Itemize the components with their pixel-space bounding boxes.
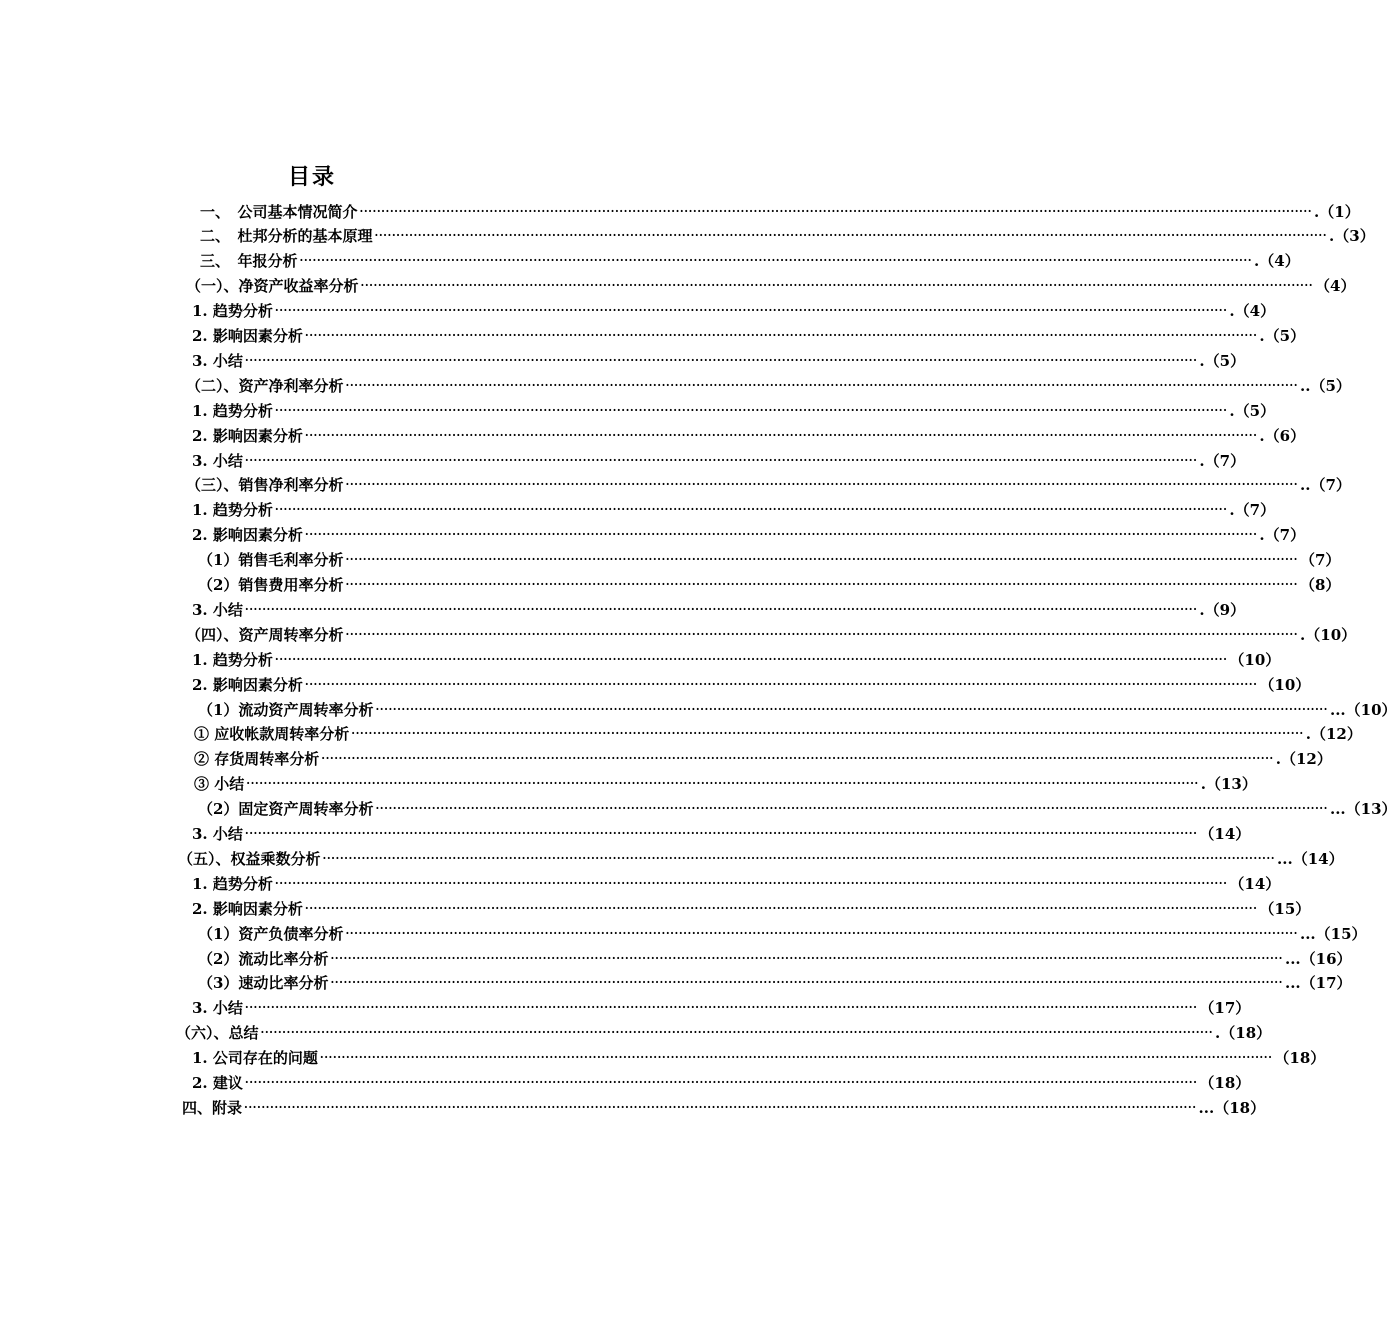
toc-entry-label: 四、附录 xyxy=(182,1098,243,1117)
toc-entry-label: 1. 趋势分析 xyxy=(192,302,273,321)
toc-entry[interactable] xyxy=(198,922,1367,944)
toc-entry[interactable] xyxy=(198,574,1341,596)
toc-entry[interactable] xyxy=(186,623,1357,645)
toc-entry-page: .（5） xyxy=(1259,327,1306,345)
toc-entry[interactable] xyxy=(200,200,1360,222)
toc-entry[interactable] xyxy=(192,300,1276,322)
toc-leader-dots: ···························································································································································································································· xyxy=(360,279,1314,293)
toc-entry-label: 二、 杜邦分析的基本原理 xyxy=(200,227,373,246)
toc-entry-page: ...（18） xyxy=(1198,1098,1266,1117)
toc-entry-label: ① 应收帐款周转率分析 xyxy=(194,725,350,744)
toc-entry-label: 3. 小结 xyxy=(192,451,243,470)
toc-entry[interactable] xyxy=(186,275,1356,297)
toc-entry-label: 一、 公司基本情况简介 xyxy=(200,202,358,221)
toc-entry[interactable] xyxy=(192,897,1311,919)
toc-leader-dots: ···························································································································································································································· xyxy=(359,204,1313,218)
toc-leader-dots: ···························································································································································································································· xyxy=(345,578,1298,591)
toc-leader-dots: ···························································································································································································································· xyxy=(345,553,1298,567)
toc-entry[interactable] xyxy=(192,648,1281,670)
toc-entry-label: 1. 趋势分析 xyxy=(192,501,273,520)
toc-entry[interactable] xyxy=(192,997,1251,1019)
toc-leader-dots: ···························································································································································································································· xyxy=(274,403,1228,417)
toc-leader-dots: ···························································································································································································································· xyxy=(244,827,1198,840)
toc-entry-label: 三、 年报分析 xyxy=(200,252,298,271)
toc-entry-label: （1）流动资产周转率分析 xyxy=(198,700,374,719)
toc-leader-dots: ···························································································································································································································· xyxy=(260,1026,1214,1040)
toc-entry[interactable] xyxy=(200,225,1375,247)
toc-leader-dots: ···························································································································································································································· xyxy=(304,428,1258,442)
toc-entry-label: ③ 小结 xyxy=(194,775,245,794)
toc-leader-dots: ···························································································································································································································· xyxy=(304,528,1258,542)
toc-leader-dots: ···························································································································································································································· xyxy=(304,677,1258,691)
toc-entry-label: （1）销售毛利率分析 xyxy=(198,551,344,570)
toc-entry[interactable] xyxy=(192,823,1251,845)
toc-entry-page: （14） xyxy=(1229,874,1281,893)
toc-entry-page: .（10） xyxy=(1300,625,1357,644)
toc-entry-label: 2. 影响因素分析 xyxy=(192,899,303,918)
toc-entry[interactable] xyxy=(194,723,1362,745)
toc-entry-page: .（3） xyxy=(1329,227,1375,246)
toc-leader-dots: ···························································································································································································································· xyxy=(345,378,1299,392)
toc-entry-label: （2）固定资产周转率分析 xyxy=(198,800,374,819)
toc-entry-page: （17） xyxy=(1199,999,1251,1018)
toc-entry[interactable] xyxy=(198,798,1397,820)
toc-entry-page: .（4） xyxy=(1254,252,1300,271)
toc-leader-dots: ···························································································································································································································· xyxy=(274,876,1228,890)
toc-entry-label: （五）、权益乘数分析 xyxy=(178,849,321,868)
page-title: 目录 xyxy=(288,165,337,190)
toc-leader-dots: ···························································································································································································································· xyxy=(322,851,1276,865)
toc-entry-page: （14） xyxy=(1199,825,1251,843)
toc-leader-dots: ···························································································································································································································· xyxy=(246,777,1199,791)
toc-entry[interactable] xyxy=(192,399,1276,421)
toc-entry-page: ...（10） xyxy=(1329,700,1397,719)
toc-entry-label: 2. 影响因素分析 xyxy=(192,526,303,545)
toc-entry-label: 2. 影响因素分析 xyxy=(192,426,303,445)
toc-entry-page: .（5） xyxy=(1199,351,1246,370)
toc-entry-page: （8） xyxy=(1299,576,1341,594)
toc-leader-dots: ···························································································································································································································· xyxy=(244,602,1198,616)
toc-leader-dots: ···························································································································································································································· xyxy=(375,802,1328,816)
toc-entry-page: .（5） xyxy=(1229,401,1276,420)
toc-leader-dots: ···························································································································································································································· xyxy=(304,329,1258,342)
toc-leader-dots: ···························································································································································································································· xyxy=(244,1100,1197,1114)
toc-entry-page: （7） xyxy=(1299,551,1341,570)
toc-entry[interactable] xyxy=(200,250,1300,272)
toc-entry-label: （六）、总结 xyxy=(176,1024,259,1043)
toc-leader-dots: ···························································································································································································································· xyxy=(244,1076,1198,1089)
toc-entry-page: ...（13） xyxy=(1329,800,1397,819)
toc-entry-label: 1. 公司存在的问题 xyxy=(192,1049,318,1068)
toc-entry[interactable] xyxy=(192,524,1306,546)
toc-entry[interactable] xyxy=(194,773,1257,795)
toc-entry-page: .（9） xyxy=(1199,600,1246,619)
toc-entry-label: （2）销售费用率分析 xyxy=(198,576,344,594)
toc-entry[interactable] xyxy=(176,1022,1272,1044)
toc-entry-page: （10） xyxy=(1229,650,1281,669)
toc-entry[interactable] xyxy=(192,872,1281,894)
toc-entry-label: 1. 趋势分析 xyxy=(192,401,273,420)
toc-entry-page: .（4） xyxy=(1229,302,1276,321)
toc-entry-page: ..（5） xyxy=(1300,376,1351,395)
toc-entry[interactable] xyxy=(192,1047,1326,1069)
toc-leader-dots: ···························································································································································································································· xyxy=(345,478,1299,492)
toc-entry[interactable] xyxy=(186,474,1351,496)
toc-leader-dots: ···························································································································································································································· xyxy=(330,976,1283,990)
toc-leader-dots: ···························································································································································································································· xyxy=(351,727,1304,741)
toc-entry[interactable] xyxy=(198,947,1352,969)
toc-entry-page: .（7） xyxy=(1229,501,1276,520)
toc-entry[interactable] xyxy=(192,673,1311,695)
toc-leader-dots: ···························································································································································································································· xyxy=(319,1051,1273,1065)
toc-leader-dots: ···························································································································································································································· xyxy=(274,304,1228,318)
toc-entry-page: ..（7） xyxy=(1300,476,1351,495)
toc-entry-label: 2. 影响因素分析 xyxy=(192,327,303,345)
toc-entry-label: 3. 小结 xyxy=(192,600,243,619)
toc-leader-dots: ···························································································································································································································· xyxy=(244,453,1198,467)
toc-entry[interactable] xyxy=(198,549,1341,571)
toc-entry-page: .（18） xyxy=(1215,1024,1272,1043)
toc-entry-label: 2. 建议 xyxy=(192,1074,243,1092)
toc-entry[interactable] xyxy=(198,698,1397,720)
toc-entry-page: ...（14） xyxy=(1277,849,1344,868)
toc-entry-page: .（12） xyxy=(1305,725,1362,744)
toc-entry[interactable] xyxy=(198,972,1352,994)
toc-entry-page: （18） xyxy=(1199,1074,1251,1092)
toc-leader-dots: ···························································································································································································································· xyxy=(299,254,1253,268)
toc-entry-label: （1）资产负债率分析 xyxy=(198,924,344,943)
toc-entry[interactable] xyxy=(192,449,1246,471)
toc-entry-page: （15） xyxy=(1259,899,1311,918)
toc-entry-label: （一）、净资产收益率分析 xyxy=(186,277,359,296)
toc-entry[interactable] xyxy=(192,598,1246,620)
toc-entry-page: .（1） xyxy=(1314,202,1360,221)
toc-leader-dots: ···························································································································································································································· xyxy=(244,1001,1198,1015)
toc-entry-label: （二）、资产净利率分析 xyxy=(186,376,344,395)
toc-entry-label: ② 存货周转率分析 xyxy=(194,750,320,769)
toc-entry-label: （2）流动比率分析 xyxy=(198,949,329,968)
toc-entry[interactable] xyxy=(186,374,1351,396)
toc-leader-dots: ···························································································································································································································· xyxy=(304,901,1258,915)
toc-leader-dots: ···························································································································································································································· xyxy=(345,627,1299,641)
toc-entry-page: .（12） xyxy=(1275,750,1332,769)
toc-entry-label: 3. 小结 xyxy=(192,999,243,1018)
toc-entry-label: （3）速动比率分析 xyxy=(198,974,329,993)
toc-entry[interactable] xyxy=(192,499,1276,521)
toc-entry[interactable] xyxy=(192,349,1246,371)
toc-entry-label: 1. 趋势分析 xyxy=(192,874,273,893)
toc-entry[interactable] xyxy=(192,1072,1251,1094)
toc-entry-label: 3. 小结 xyxy=(192,351,243,370)
toc-entry[interactable] xyxy=(178,847,1344,869)
toc-leader-dots: ···························································································································································································································· xyxy=(330,951,1283,965)
toc-entry-label: 3. 小结 xyxy=(192,825,243,843)
toc-entry-page: ...（15） xyxy=(1299,924,1367,943)
toc-leader-dots: ···························································································································································································································· xyxy=(374,229,1328,243)
toc-entry-page: （10） xyxy=(1259,675,1311,694)
toc-entry[interactable] xyxy=(192,424,1306,446)
toc-leader-dots: ···························································································································································································································· xyxy=(274,652,1228,666)
toc-leader-dots: ···························································································································································································································· xyxy=(375,702,1328,716)
toc-entry-page: （18） xyxy=(1274,1049,1326,1068)
toc-entry-label: 2. 影响因素分析 xyxy=(192,675,303,694)
toc-entry-label: （四）、资产周转率分析 xyxy=(186,625,344,644)
toc-entry-page: （4） xyxy=(1315,277,1356,296)
toc-entry[interactable] xyxy=(192,325,1306,347)
toc-entry[interactable] xyxy=(182,1096,1266,1118)
toc-leader-dots: ···························································································································································································································· xyxy=(244,353,1198,367)
toc-leader-dots: ···························································································································································································································· xyxy=(321,752,1274,766)
toc-entry-page: .（7） xyxy=(1259,526,1306,545)
toc-entry-label: （三）、销售净利率分析 xyxy=(186,476,344,495)
toc-entry-page: .（7） xyxy=(1199,451,1246,470)
toc-entry[interactable] xyxy=(194,748,1332,770)
toc-leader-dots: ···························································································································································································································· xyxy=(345,926,1298,940)
toc-entry-label: 1. 趋势分析 xyxy=(192,650,273,669)
toc-entry-page: .（13） xyxy=(1200,775,1257,794)
toc-entry-page: .（6） xyxy=(1259,426,1306,445)
toc-entry-page: ...（17） xyxy=(1284,974,1352,993)
toc-leader-dots: ···························································································································································································································· xyxy=(274,503,1228,517)
toc-entry-page: ...（16） xyxy=(1284,949,1352,968)
